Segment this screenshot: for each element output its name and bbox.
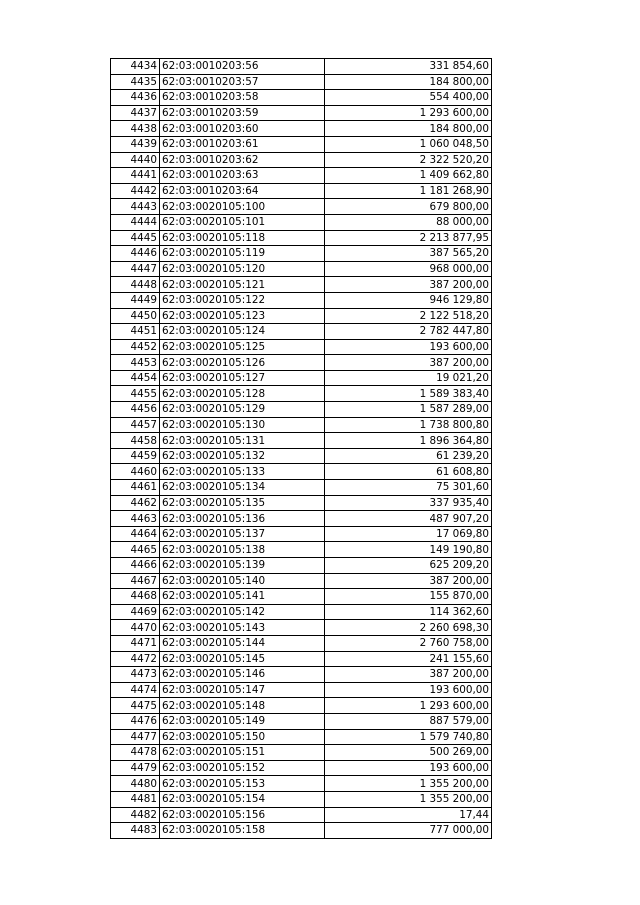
- table-row: [111, 823, 492, 839]
- cadastral-number-cell: 62:03:0020105:125: [160, 339, 325, 355]
- value-cell: 679 800,00: [325, 199, 492, 215]
- table-row: [111, 417, 492, 433]
- row-number-cell: 4434: [111, 59, 160, 75]
- value-cell: 1 738 800,80: [325, 417, 492, 433]
- value-cell: 114 362,60: [325, 604, 492, 620]
- row-number-cell: 4456: [111, 402, 160, 418]
- table-row: [111, 261, 492, 277]
- value-cell: 777 000,00: [325, 823, 492, 839]
- cadastral-number-cell: 62:03:0020105:150: [160, 729, 325, 745]
- value-cell: 1 355 200,00: [325, 776, 492, 792]
- row-number-cell: 4470: [111, 620, 160, 636]
- table-row: [111, 745, 492, 761]
- table-row: [111, 74, 492, 90]
- row-number-cell: 4460: [111, 464, 160, 480]
- row-number-cell: 4436: [111, 90, 160, 106]
- value-cell: 19 021,20: [325, 370, 492, 386]
- table-row: [111, 698, 492, 714]
- value-cell: 387 200,00: [325, 355, 492, 371]
- value-cell: 2 782 447,80: [325, 324, 492, 340]
- cadastral-number-cell: 62:03:0020105:118: [160, 230, 325, 246]
- cadastral-number-cell: 62:03:0020105:149: [160, 713, 325, 729]
- cadastral-number-cell: 62:03:0020105:120: [160, 261, 325, 277]
- cadastral-number-cell: 62:03:0010203:62: [160, 152, 325, 168]
- row-number-cell: 4453: [111, 355, 160, 371]
- row-number-cell: 4478: [111, 745, 160, 761]
- row-number-cell: 4449: [111, 292, 160, 308]
- value-cell: 1 355 200,00: [325, 791, 492, 807]
- value-cell: 387 200,00: [325, 277, 492, 293]
- row-number-cell: 4472: [111, 651, 160, 667]
- cadastral-number-cell: 62:03:0020105:121: [160, 277, 325, 293]
- row-number-cell: 4468: [111, 589, 160, 605]
- value-cell: 17,44: [325, 807, 492, 823]
- cadastral-number-cell: 62:03:0020105:100: [160, 199, 325, 215]
- value-cell: 968 000,00: [325, 261, 492, 277]
- value-cell: 61 608,80: [325, 464, 492, 480]
- row-number-cell: 4476: [111, 713, 160, 729]
- row-number-cell: 4444: [111, 214, 160, 230]
- row-number-cell: 4451: [111, 324, 160, 340]
- table-row: [111, 776, 492, 792]
- value-cell: 17 069,80: [325, 526, 492, 542]
- table-row: [111, 433, 492, 449]
- cadastral-number-cell: 62:03:0020105:144: [160, 635, 325, 651]
- table-row: [111, 59, 492, 75]
- table-row: [111, 292, 492, 308]
- row-number-cell: 4479: [111, 760, 160, 776]
- value-cell: 193 600,00: [325, 682, 492, 698]
- cadastral-number-cell: 62:03:0020105:123: [160, 308, 325, 324]
- cadastral-number-cell: 62:03:0020105:141: [160, 589, 325, 605]
- row-number-cell: 4462: [111, 495, 160, 511]
- table-row: [111, 651, 492, 667]
- row-number-cell: 4482: [111, 807, 160, 823]
- cadastral-number-cell: 62:03:0020105:152: [160, 760, 325, 776]
- table-row: [111, 589, 492, 605]
- table-row: [111, 760, 492, 776]
- value-cell: 1 293 600,00: [325, 698, 492, 714]
- value-cell: 193 600,00: [325, 339, 492, 355]
- cadastral-number-cell: 62:03:0020105:151: [160, 745, 325, 761]
- table-row: [111, 339, 492, 355]
- cadastral-number-cell: 62:03:0020105:148: [160, 698, 325, 714]
- table-row: [111, 495, 492, 511]
- table-row: [111, 168, 492, 184]
- value-cell: 500 269,00: [325, 745, 492, 761]
- row-number-cell: 4480: [111, 776, 160, 792]
- cadastral-number-cell: 62:03:0020105:119: [160, 246, 325, 262]
- value-cell: 1 579 740,80: [325, 729, 492, 745]
- table-row: [111, 105, 492, 121]
- table-row: [111, 526, 492, 542]
- row-number-cell: 4439: [111, 136, 160, 152]
- row-number-cell: 4448: [111, 277, 160, 293]
- cadastral-number-cell: 62:03:0020105:127: [160, 370, 325, 386]
- row-number-cell: 4459: [111, 448, 160, 464]
- table-row: [111, 324, 492, 340]
- value-cell: 1 409 662,80: [325, 168, 492, 184]
- value-cell: 184 800,00: [325, 74, 492, 90]
- value-cell: 387 200,00: [325, 573, 492, 589]
- cadastral-number-cell: 62:03:0010203:57: [160, 74, 325, 90]
- table-row: [111, 308, 492, 324]
- row-number-cell: 4465: [111, 542, 160, 558]
- cadastral-number-cell: 62:03:0020105:133: [160, 464, 325, 480]
- cadastral-number-cell: 62:03:0020105:143: [160, 620, 325, 636]
- table-row: [111, 152, 492, 168]
- cadastral-number-cell: 62:03:0020105:129: [160, 402, 325, 418]
- table-row: [111, 355, 492, 371]
- row-number-cell: 4481: [111, 791, 160, 807]
- value-cell: 331 854,60: [325, 59, 492, 75]
- cadastral-number-cell: 62:03:0020105:153: [160, 776, 325, 792]
- value-cell: 1 060 048,50: [325, 136, 492, 152]
- cadastral-number-cell: 62:03:0020105:147: [160, 682, 325, 698]
- table-row: [111, 183, 492, 199]
- value-cell: 2 760 758,00: [325, 635, 492, 651]
- value-cell: 1 896 364,80: [325, 433, 492, 449]
- row-number-cell: 4437: [111, 105, 160, 121]
- row-number-cell: 4469: [111, 604, 160, 620]
- cadastral-number-cell: 62:03:0010203:63: [160, 168, 325, 184]
- cadastral-number-cell: 62:03:0020105:140: [160, 573, 325, 589]
- cadastral-number-cell: 62:03:0020105:132: [160, 448, 325, 464]
- row-number-cell: 4471: [111, 635, 160, 651]
- row-number-cell: 4440: [111, 152, 160, 168]
- cadastral-number-cell: 62:03:0020105:134: [160, 480, 325, 496]
- cadastral-number-cell: 62:03:0010203:64: [160, 183, 325, 199]
- value-cell: 387 565,20: [325, 246, 492, 262]
- cadastral-number-cell: 62:03:0010203:61: [160, 136, 325, 152]
- value-cell: 241 155,60: [325, 651, 492, 667]
- row-number-cell: 4442: [111, 183, 160, 199]
- value-cell: 1 293 600,00: [325, 105, 492, 121]
- cadastral-number-cell: 62:03:0020105:135: [160, 495, 325, 511]
- value-cell: 184 800,00: [325, 121, 492, 137]
- row-number-cell: 4467: [111, 573, 160, 589]
- cadastral-number-cell: 62:03:0020105:138: [160, 542, 325, 558]
- cadastral-number-cell: 62:03:0020105:136: [160, 511, 325, 527]
- value-cell: 2 213 877,95: [325, 230, 492, 246]
- cadastral-number-cell: 62:03:0020105:137: [160, 526, 325, 542]
- row-number-cell: 4474: [111, 682, 160, 698]
- value-cell: 946 129,80: [325, 292, 492, 308]
- value-cell: 88 000,00: [325, 214, 492, 230]
- value-cell: 1 589 383,40: [325, 386, 492, 402]
- row-number-cell: 4464: [111, 526, 160, 542]
- cadastral-number-cell: 62:03:0020105:122: [160, 292, 325, 308]
- table-row: [111, 386, 492, 402]
- cadastral-number-cell: 62:03:0020105:126: [160, 355, 325, 371]
- table-row: [111, 573, 492, 589]
- table-row: [111, 214, 492, 230]
- cadastral-number-cell: 62:03:0010203:59: [160, 105, 325, 121]
- row-number-cell: 4447: [111, 261, 160, 277]
- row-number-cell: 4458: [111, 433, 160, 449]
- row-number-cell: 4445: [111, 230, 160, 246]
- cadastral-number-cell: 62:03:0020105:130: [160, 417, 325, 433]
- value-cell: 75 301,60: [325, 480, 492, 496]
- value-cell: 1 181 268,90: [325, 183, 492, 199]
- row-number-cell: 4463: [111, 511, 160, 527]
- table-row: [111, 230, 492, 246]
- cadastral-number-cell: 62:03:0020105:124: [160, 324, 325, 340]
- row-number-cell: 4450: [111, 308, 160, 324]
- cadastral-number-cell: 62:03:0020105:146: [160, 667, 325, 683]
- cadastral-number-cell: 62:03:0010203:58: [160, 90, 325, 106]
- table-row: [111, 277, 492, 293]
- cadastral-number-cell: 62:03:0010203:56: [160, 59, 325, 75]
- table-row: [111, 604, 492, 620]
- table-row: [111, 480, 492, 496]
- table-row: [111, 635, 492, 651]
- value-cell: 625 209,20: [325, 558, 492, 574]
- table-row: [111, 620, 492, 636]
- value-cell: 387 200,00: [325, 667, 492, 683]
- row-number-cell: 4461: [111, 480, 160, 496]
- cadastral-number-cell: 62:03:0020105:145: [160, 651, 325, 667]
- table-row: [111, 90, 492, 106]
- row-number-cell: 4438: [111, 121, 160, 137]
- row-number-cell: 4446: [111, 246, 160, 262]
- row-number-cell: 4475: [111, 698, 160, 714]
- value-cell: 2 260 698,30: [325, 620, 492, 636]
- row-number-cell: 4454: [111, 370, 160, 386]
- cadastral-number-cell: 62:03:0020105:101: [160, 214, 325, 230]
- row-number-cell: 4477: [111, 729, 160, 745]
- table-row: [111, 370, 492, 386]
- table-row: [111, 729, 492, 745]
- table-row: [111, 511, 492, 527]
- table-row: [111, 667, 492, 683]
- row-number-cell: 4466: [111, 558, 160, 574]
- table-row: [111, 682, 492, 698]
- table-row: [111, 542, 492, 558]
- cadastral-number-cell: 62:03:0020105:139: [160, 558, 325, 574]
- cadastral-value-table: [110, 58, 492, 839]
- value-cell: 487 907,20: [325, 511, 492, 527]
- row-number-cell: 4455: [111, 386, 160, 402]
- cadastral-number-cell: 62:03:0020105:131: [160, 433, 325, 449]
- row-number-cell: 4443: [111, 199, 160, 215]
- cadastral-number-cell: 62:03:0020105:158: [160, 823, 325, 839]
- row-number-cell: 4435: [111, 74, 160, 90]
- value-cell: 61 239,20: [325, 448, 492, 464]
- row-number-cell: 4441: [111, 168, 160, 184]
- value-cell: 887 579,00: [325, 713, 492, 729]
- value-cell: 1 587 289,00: [325, 402, 492, 418]
- table-row: [111, 464, 492, 480]
- value-cell: 2 322 520,20: [325, 152, 492, 168]
- value-cell: 149 190,80: [325, 542, 492, 558]
- cadastral-number-cell: 62:03:0020105:154: [160, 791, 325, 807]
- table-row: [111, 199, 492, 215]
- cadastral-number-cell: 62:03:0010203:60: [160, 121, 325, 137]
- table-row: [111, 448, 492, 464]
- table-row: [111, 246, 492, 262]
- table-row: [111, 136, 492, 152]
- row-number-cell: 4473: [111, 667, 160, 683]
- cadastral-number-cell: 62:03:0020105:156: [160, 807, 325, 823]
- cadastral-number-cell: 62:03:0020105:128: [160, 386, 325, 402]
- row-number-cell: 4457: [111, 417, 160, 433]
- table-row: [111, 791, 492, 807]
- table-row: [111, 807, 492, 823]
- cadastral-number-cell: 62:03:0020105:142: [160, 604, 325, 620]
- value-cell: 2 122 518,20: [325, 308, 492, 324]
- table-body: [111, 59, 492, 839]
- value-cell: 554 400,00: [325, 90, 492, 106]
- table-row: [111, 121, 492, 137]
- row-number-cell: 4483: [111, 823, 160, 839]
- table-row: [111, 402, 492, 418]
- table-row: [111, 558, 492, 574]
- table-row: [111, 713, 492, 729]
- value-cell: 337 935,40: [325, 495, 492, 511]
- row-number-cell: 4452: [111, 339, 160, 355]
- value-cell: 193 600,00: [325, 760, 492, 776]
- value-cell: 155 870,00: [325, 589, 492, 605]
